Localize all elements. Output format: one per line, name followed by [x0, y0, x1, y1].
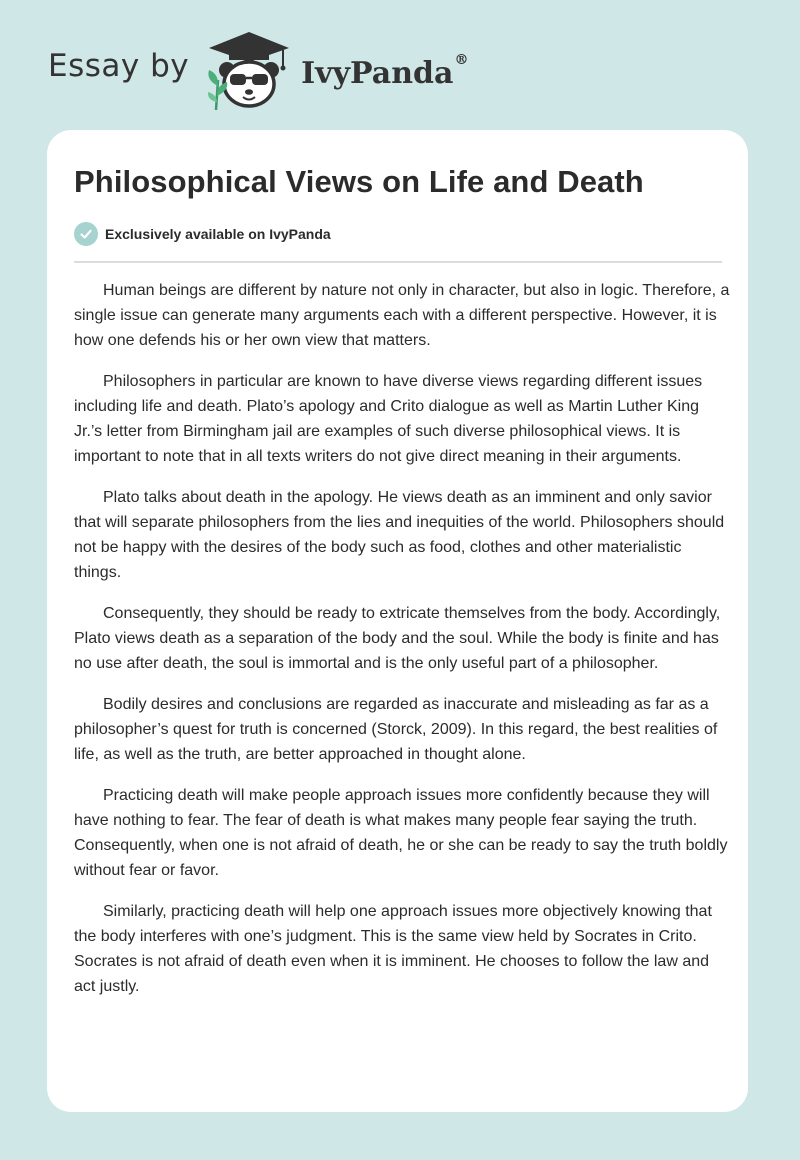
- paragraph: Bodily desires and conclusions are regarded as inaccurate and misleading as far as a philosopher’s quest for truth is concerned (Storck, 2009). In this regard, the best realities of life, as well as the truth, are better approached in thought alone.: [74, 696, 718, 763]
- brand-text: IvyPanda: [301, 55, 454, 91]
- essay-card: [47, 130, 748, 1112]
- panda-logo-icon[interactable]: [203, 30, 295, 110]
- check-icon: [74, 222, 98, 246]
- title-divider: [74, 261, 722, 263]
- essay-title: Philosophical Views on Life and Death: [74, 164, 644, 199]
- site-header: [48, 30, 468, 110]
- paragraph: Human beings are different by nature not only in character, but also in logic. Therefore, a single issue can generate many arguments each with a different perspective. However, it is how one defends his or her own view that matters.: [74, 282, 730, 349]
- brand-name[interactable]: [301, 51, 469, 91]
- exclusive-label: Exclusively available on IvyPanda: [105, 226, 331, 242]
- registered-mark: ®: [454, 51, 469, 68]
- essay-body: [74, 278, 730, 1015]
- paragraph: Philosophers in particular are known to have diverse views regarding different issues including life and death. Plato’s apology and Crito dialogue as well as Martin Luther King Jr.’s letter from Birmingham jail are examples of such diverse philosophical views. It is important to note that in all texts writers do not give direct meaning in their arguments.: [74, 373, 703, 465]
- paragraph: Similarly, practicing death will help one approach issues more objectively knowing that the body interferes with one’s judgment. This is the same view held by Socrates in Crito. Socrates is not afraid of death even when it is imminent. He chooses to follow the law and act justly.: [74, 903, 712, 995]
- exclusive-badge: [74, 222, 331, 246]
- paragraph: Plato talks about death in the apology. He views death as an imminent and only savior that will separate philosophers from the lies and inequities of the world. Philosophers should not be happy with the desires of the body such as food, clothes and other materialistic things.: [74, 489, 725, 581]
- paragraph: Consequently, they should be ready to extricate themselves from the body. Accordingly, Plato views death as a separation of the body and the soul. While the body is finite and has no use after death, the soul is immortal and is the only useful part of a philosopher.: [74, 605, 721, 672]
- paragraph: Practicing death will make people approach issues more confidently because they will have nothing to fear. The fear of death is what makes many people fear saying the truth. Consequently, when one is not afraid of death, he or she can be ready to say the truth boldly without fear or favor.: [74, 787, 728, 879]
- essay-by-label: Essay by: [48, 48, 190, 84]
